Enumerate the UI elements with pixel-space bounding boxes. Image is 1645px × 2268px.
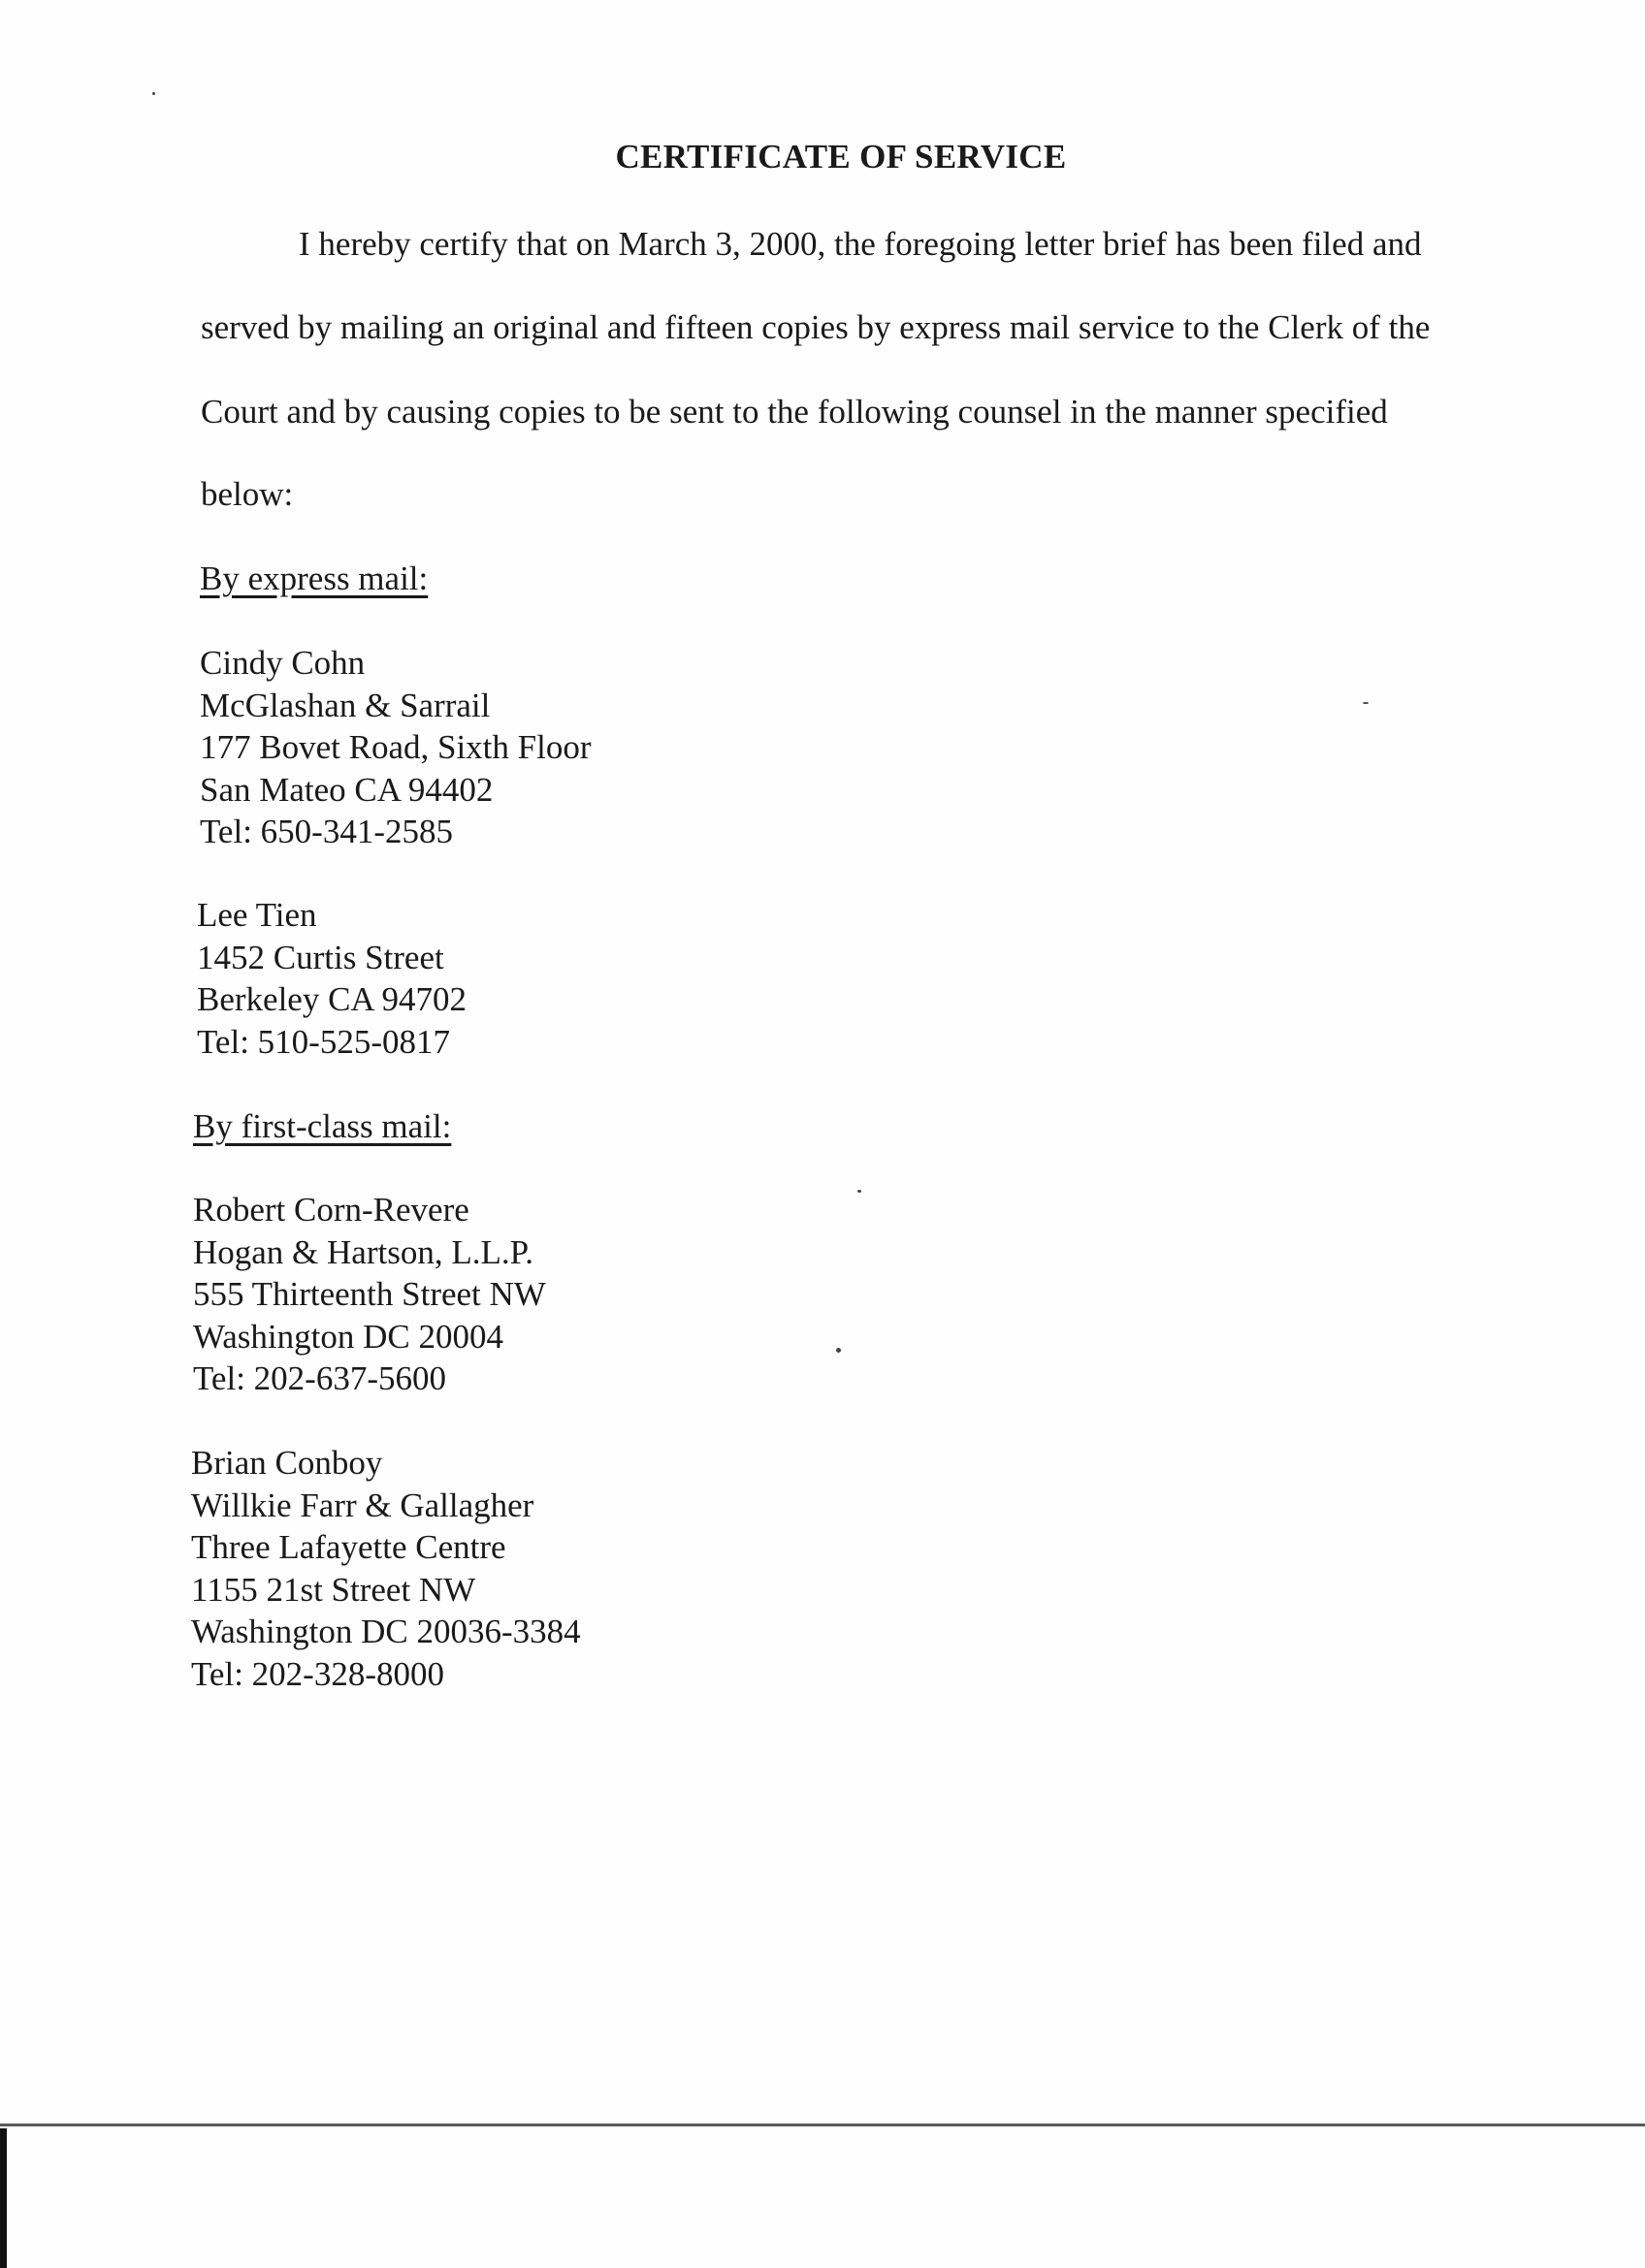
recipient-firm: Willkie Farr & Gallagher — [191, 1485, 534, 1524]
body-line-2: served by mailing an original and fifteen copies by express mail service to the Clerk of the — [201, 308, 1431, 346]
scan-speck — [836, 1348, 841, 1353]
recipient-phone: Tel: 650-341-2585 — [200, 813, 453, 850]
body-line-3: Court and by causing copies to be sent to the following counsel in the manner specified — [201, 393, 1388, 431]
scan-speck — [152, 92, 155, 95]
recipient-firm: Hogan & Hartson, L.L.P. — [193, 1232, 533, 1271]
recipient-street: 1452 Curtis Street — [197, 938, 444, 976]
recipient-block-cohn — [200, 642, 592, 853]
scan-left-edge-shadow — [0, 2128, 7, 2268]
recipient-phone: Tel: 510-525-0817 — [197, 1022, 450, 1061]
recipient-street: 1155 21st Street NW — [191, 1570, 476, 1609]
recipient-name: Brian Conboy — [191, 1444, 383, 1482]
first-class-mail-heading: By first-class mail: — [193, 1107, 452, 1145]
scan-speck — [1363, 702, 1369, 704]
recipient-city: San Mateo CA 94402 — [200, 770, 494, 809]
recipient-city: Washington DC 20036-3384 — [191, 1613, 581, 1650]
body-line-1: I hereby certify that on March 3, 2000, the foregoing letter brief has been filed and — [299, 225, 1422, 263]
recipient-city: Berkeley CA 94702 — [197, 980, 468, 1018]
recipient-city: Washington DC 20004 — [193, 1317, 503, 1356]
recipient-name: Robert Corn-Revere — [193, 1191, 469, 1229]
document-title: CERTIFICATE OF SERVICE — [615, 138, 1067, 176]
recipient-name: Lee Tien — [197, 896, 317, 934]
body-line-4: below: — [201, 475, 294, 513]
recipient-name: Cindy Cohn — [200, 644, 366, 682]
recipient-block-conboy — [191, 1442, 581, 1695]
recipient-building: Three Lafayette Centre — [191, 1528, 506, 1566]
scan-speck — [857, 1190, 861, 1193]
recipient-block-corn-revere — [193, 1189, 546, 1400]
recipient-phone: Tel: 202-637-5600 — [193, 1359, 446, 1397]
recipient-street: 177 Bovet Road, Sixth Floor — [200, 728, 592, 766]
recipient-block-tien — [197, 894, 467, 1063]
recipient-street: 555 Thirteenth Street NW — [193, 1275, 546, 1313]
recipient-phone: Tel: 202-328-8000 — [191, 1654, 444, 1693]
scan-page-edge-line — [0, 2124, 1645, 2126]
express-mail-heading: By express mail: — [200, 559, 429, 597]
recipient-firm: McGlashan & Sarrail — [200, 686, 491, 724]
